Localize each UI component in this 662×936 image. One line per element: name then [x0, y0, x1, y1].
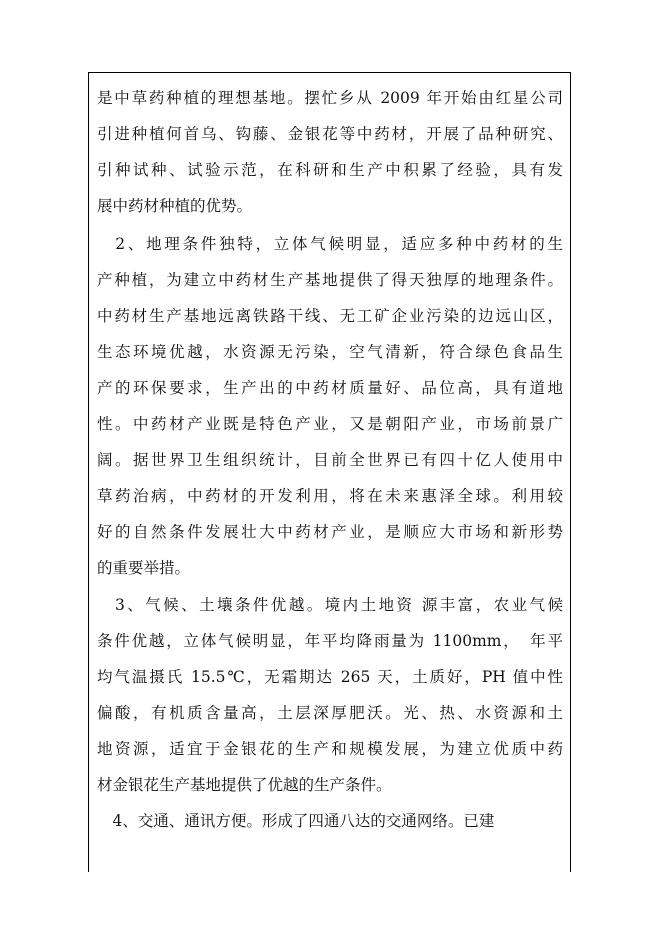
paragraph-2-line: 均气温摄氏 15.5℃，无霜期达 265 天，土质好，PH 值中性	[97, 668, 563, 686]
paragraph-1-line: 性。中药材产业既是特色产业，又是朝阳产业，市场前景广	[97, 415, 563, 433]
paragraph-2-line: 3、气候、土壤条件优越。境内土地资 源丰富，农业气候	[97, 596, 563, 614]
paragraph-1-line: 产种植，为建立中药材生产基地提供了得天独厚的地理条件。	[97, 271, 563, 289]
paragraph-1-line: 阔。据世界卫生组织统计，目前全世界已有四十亿人使用中	[97, 451, 563, 469]
paragraph-2-line: 地资源，适宜于金银花的生产和规模发展，为建立优质中药	[97, 740, 563, 758]
paragraph-1-line: 好的自然条件发展壮大中药材产业，是顺应大市场和新形势	[97, 523, 563, 541]
paragraph-1-line: 中药材生产基地远离铁路干线、无工矿企业污染的边远山区，	[97, 307, 563, 325]
paragraph-1-line: 产的环保要求，生产出的中药材质量好、品位高，具有道地	[97, 379, 563, 397]
paragraph-1-line: 草药治病，中药材的开发利用，将在未来惠泽全球。利用较	[97, 487, 563, 505]
paragraph-1-line: 生态环境优越，水资源无污染，空气清新，符合绿色食品生	[97, 343, 563, 361]
paragraph-2-line: 条件优越，立体气候明显，年平均降雨量为 1100mm， 年平	[97, 632, 563, 650]
paragraph-2-line: 材金银花生产基地提供了优越的生产条件。	[97, 776, 392, 794]
paragraph-1-line: 的重要举措。	[97, 559, 191, 577]
paragraph-3-line: 4、交通、通讯方便。形成了四通八达的交通网络。已建	[97, 812, 495, 830]
paragraph-0-line: 引进种植何首乌、钩藤、金银花等中药材，开展了品种研究、	[97, 125, 563, 143]
paragraph-0-line: 引种试种、试验示范，在科研和生产中积累了经验，具有发	[97, 161, 563, 179]
paragraph-0-line: 是中草药种植的理想基地。摆忙乡从 2009 年开始由红星公司	[97, 89, 563, 107]
paragraph-2-line: 偏酸，有机质含量高，土层深厚肥沃。光、热、水资源和土	[97, 704, 563, 722]
paragraph-1-line: 2、地理条件独特，立体气候明显，适应多种中药材的生	[97, 235, 563, 253]
paragraph-0-line: 展中药材种植的优势。	[97, 197, 253, 215]
